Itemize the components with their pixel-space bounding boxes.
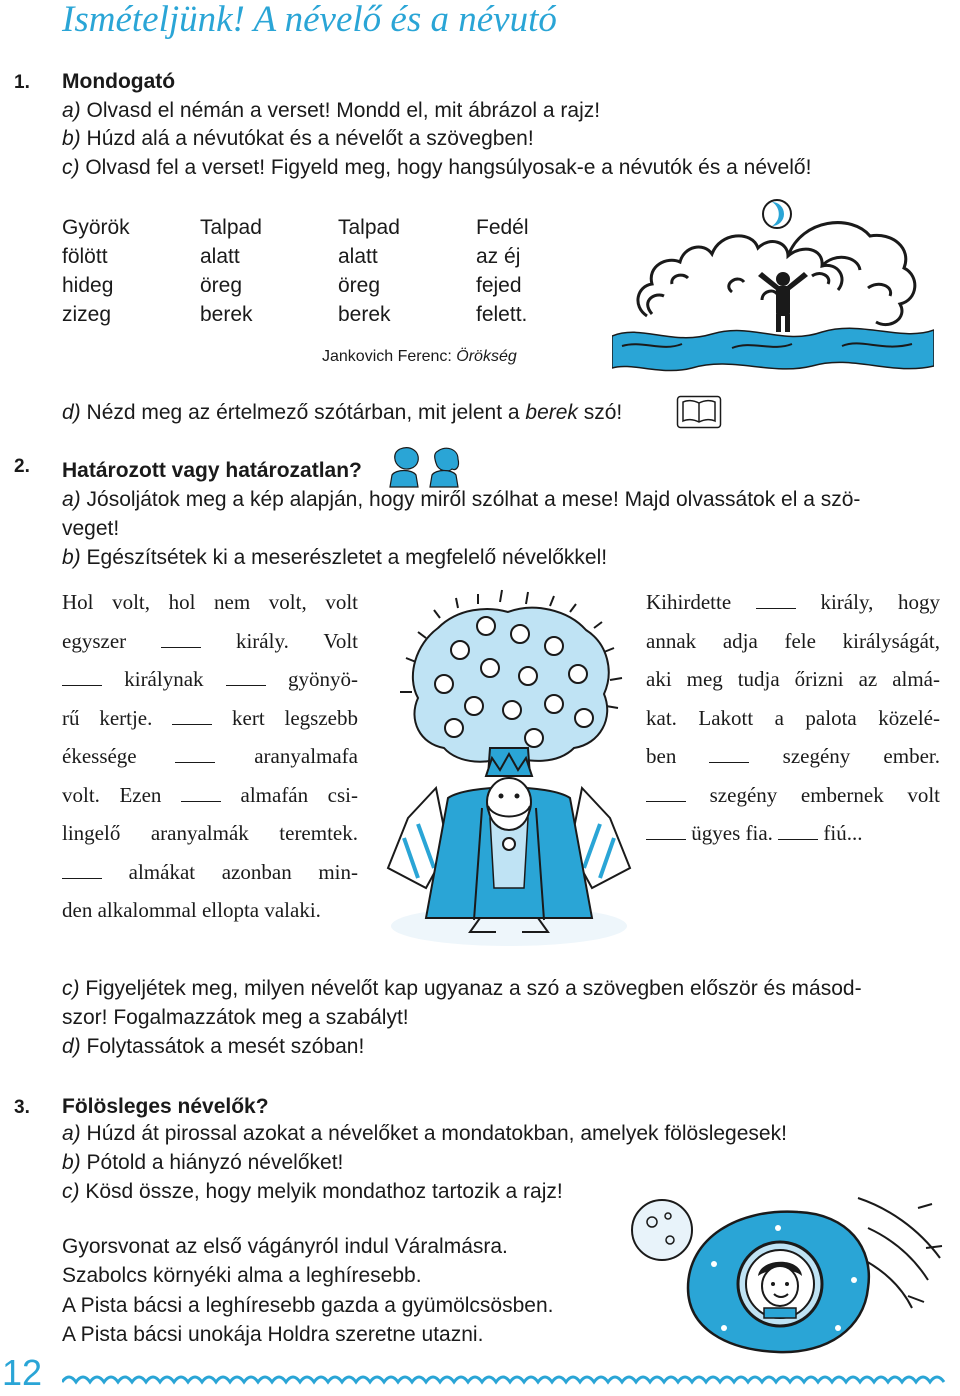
exercise-3c: c) Kösd össze, hogy melyik mondathoz tartozik a rajz! (62, 1180, 563, 1203)
story-text: lingelő aranyalmák teremtek. (62, 821, 358, 845)
story-text: rű kertje. (62, 705, 173, 730)
story-text: Kihirdette (646, 590, 756, 614)
story-text: szegény ember. (749, 744, 940, 768)
tree-king-illustration (378, 588, 640, 952)
fill-in-blank[interactable] (756, 594, 796, 609)
story-line (646, 737, 940, 776)
rocket-illustration (628, 1168, 948, 1368)
story-text: királynak (102, 667, 226, 691)
exercise-3a: a) Húzd át pirossal azokat a névelőket a mondatokban, amelyek fölöslegesek! (62, 1122, 787, 1145)
exercise-1c: c) Olvasd fel a verset! Figyeld meg, hogy hangsúlyosak-e a névutók és a névelő! (62, 156, 812, 179)
wave-border (62, 1372, 952, 1392)
poem-line: zizeg (62, 303, 112, 326)
exercise-3-heading: Fölösleges névelők? (62, 1095, 269, 1118)
poem-credit: Jankovich Ferenc: Örökség (322, 348, 517, 365)
story-line (646, 814, 940, 853)
story-text: den alkalommal ellopta valaki. (62, 898, 321, 922)
fill-in-blank[interactable] (62, 671, 102, 686)
story-text: király. Volt (201, 628, 358, 653)
fill-in-blank[interactable] (172, 710, 212, 725)
fill-in-blank[interactable] (646, 787, 686, 802)
fill-in-blank[interactable] (778, 825, 818, 840)
story-text: ékessége (62, 744, 176, 768)
sentence-2: Szabolcs környéki alma a leghíresebb. (62, 1264, 422, 1287)
poem-line: fölött (62, 245, 108, 268)
story-text: almákat azonban min- (102, 859, 358, 884)
story-line (646, 776, 940, 815)
story-line (646, 660, 940, 699)
story-text: almafán csi- (220, 782, 358, 807)
exercise-2-number: 2. (14, 456, 30, 477)
exercise-3b: b) Pótold a hiányzó névelőket! (62, 1151, 344, 1174)
story-text: kat. Lakott a palota közelé- (646, 705, 940, 730)
poem-line: fejed (476, 274, 522, 297)
page-number: 12 (2, 1352, 43, 1393)
exercise-2c: c) Figyeljétek meg, milyen névelőt kap ugyanaz a szó a szövegben először és másod- (62, 977, 862, 1000)
poem-column-3 (338, 213, 400, 329)
story-text: király, hogy (795, 590, 941, 614)
story-line (646, 622, 940, 661)
story-right-column (646, 583, 940, 853)
story-line (62, 699, 358, 738)
story-text: ben (646, 744, 710, 768)
fill-in-blank[interactable] (161, 633, 201, 648)
story-text: Hol volt, hol nem volt, volt (62, 590, 358, 614)
story-text: egyszer (62, 628, 162, 653)
story-line (62, 737, 358, 776)
fill-in-blank[interactable] (175, 748, 215, 763)
sentence-4: A Pista bácsi unokája Holdra szeretne utazni. (62, 1323, 484, 1346)
poem-line: Fedél (476, 216, 529, 239)
story-text: aki meg tudja őrizni az almá- (646, 667, 940, 691)
poem-column-2 (200, 213, 262, 329)
exercise-2-heading: Határozott vagy határozatlan? (62, 459, 362, 482)
exercise-1b: b) Húzd alá a névutókat és a névelőt a szövegben! (62, 127, 534, 150)
story-line (646, 583, 940, 622)
sentence-3: A Pista bácsi a leghíresebb gazda a gyümölcsösben. (62, 1294, 554, 1317)
poem-line: Talpad (338, 216, 400, 239)
exercise-2c-continued: szor! Fogalmazzátok meg a szabályt! (62, 1006, 409, 1029)
pair-work-icon (386, 445, 466, 489)
poem-line: alatt (338, 245, 378, 268)
fill-in-blank[interactable] (226, 671, 266, 686)
story-left-column (62, 583, 358, 930)
fill-in-blank[interactable] (709, 748, 749, 763)
story-line (62, 853, 358, 892)
story-line (62, 814, 358, 853)
exercise-1-heading: Mondogató (62, 70, 176, 93)
poem-column-1 (62, 213, 130, 329)
story-text: annak adja fele királyságát, (646, 628, 940, 653)
story-line (62, 622, 358, 661)
page-title: Ismételjünk! A névelő és a névutó (62, 0, 557, 40)
poem-line: öreg (200, 274, 243, 297)
story-text: aranyalmafa (215, 744, 358, 768)
exercise-1a: a) Olvasd el némán a verset! Mondd el, mit ábrázol a rajz! (62, 99, 601, 122)
night-sky-illustration (612, 196, 934, 376)
poem-line: berek (338, 303, 391, 326)
story-text: gyönyö- (265, 667, 358, 691)
story-text: ügyes fia. (686, 821, 779, 845)
poem-line: Talpad (200, 216, 262, 239)
exercise-1d: d) Nézd meg az értelmező szótárban, mit jelent a berek szó! (62, 401, 623, 424)
exercise-2b: b) Egészítsétek ki a meserészletet a megfelelő névelőkkel! (62, 546, 608, 569)
poem-line: berek (200, 303, 253, 326)
story-line (62, 583, 358, 622)
poem-line: alatt (200, 245, 240, 268)
poem-column-4 (476, 213, 529, 329)
poem-line: az éj (476, 245, 521, 268)
fill-in-blank[interactable] (646, 825, 686, 840)
poem-line: Györök (62, 216, 130, 239)
story-line (62, 660, 358, 699)
exercise-1-number: 1. (14, 72, 30, 93)
exercise-3-number: 3. (14, 1097, 30, 1118)
exercise-2a: a) Jósoljátok meg a kép alapján, hogy miről szólhat a mese! Majd olvassátok el a szö- (62, 488, 861, 511)
fill-in-blank[interactable] (62, 864, 102, 879)
poem-line: öreg (338, 274, 381, 297)
poem-line: felett. (476, 303, 528, 326)
book-icon (676, 395, 722, 429)
story-text: kert legszebb (212, 705, 359, 730)
exercise-2d: d) Folytassátok a mesét szóban! (62, 1035, 365, 1058)
sentence-1: Gyorsvonat az első vágányról indul Váralmásra. (62, 1235, 508, 1258)
story-text: fiú... (818, 821, 863, 845)
story-line (62, 776, 358, 815)
story-line (646, 699, 940, 738)
story-text: volt. Ezen (62, 782, 181, 807)
story-line (62, 891, 358, 930)
fill-in-blank[interactable] (181, 787, 221, 802)
exercise-2a-continued: veget! (62, 517, 120, 540)
story-text: szegény embernek volt (686, 782, 940, 807)
poem-line: hideg (62, 274, 114, 297)
